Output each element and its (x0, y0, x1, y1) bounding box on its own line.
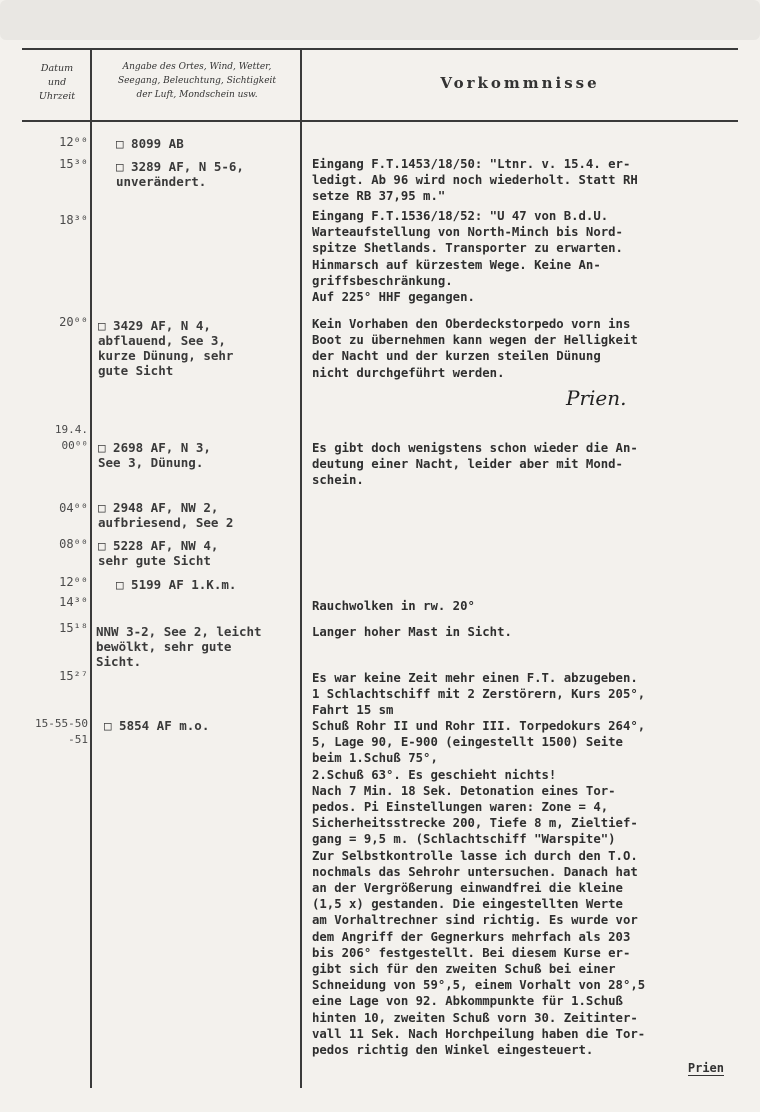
header-time: Datum und Uhrzeit (38, 63, 76, 102)
row-time: 18³⁰ (59, 213, 88, 227)
row-event: Kein Vorhaben den Oberdeckstorpedo vorn ins Boot zu übernehmen kann wegen der Helligkeit der Nacht und der kurzen steilen Dünung nicht durchgeführt werden. (312, 317, 638, 380)
row-event: Eingang F.T.1453/18/50: "Ltnr. v. 15.4. er- ledigt. Ab 96 wird noch wiederholt. Statt RH setze RB 37,95 m." (312, 157, 638, 204)
row-time: 04⁰⁰ (59, 501, 88, 515)
header-events: Vorkommnisse (440, 74, 600, 92)
row-event: Langer hoher Mast in Sicht. (312, 625, 512, 639)
row-location: □ 3429 AF, N 4, abflauend, See 3, kurze Dünung, sehr gute Sicht (98, 318, 234, 378)
row-event: Schuß Rohr II und Rohr III. Torpedokurs 264°, 5, Lage 90, E-900 (eingestellt 1500) Seite beim 1.Schuß 75°, 2.Schuß 63°. Es geschieht nichts! Nach 7 Min. 18 Sek. Detonation eines Tor- pedos. Pi Einstellungen waren: Zone = 4, Sicherheitsstrecke 200, Tiefe 8 m, Zieltief- gang = 9,5 m. (Schlachtschiff "Warspite") Zur Selbstkontrolle lasse ich durch den T.O. nochmals das Sehrohr untersuchen. Danach hat an der Vergrößerung einwandfrei die kleine (1,5 x) gestanden. Die eingestellten Werte am Vorhaltrechner sind richtig. Es wurde vor dem Angriff der Gegnerkurs mehrfach als 203 bis 206° festgestellt. Bei diesem Kurse er- gibt sich für den zweiten Schuß bei einer Schneidung von 59°,5, einem Vorhalt von 28°,5 eine Lage von 92. Abkommpunkte für 1.Schuß hinten 10, zweiten Schuß vorn 30. Zeitinter- vall 11 Sek. Nach Horchpeilung haben die Tor- pedos richtig den Winkel eingesteuert. (312, 719, 646, 1058)
row-location: □ 3289 AF, N 5-6, unverändert. (116, 159, 244, 189)
row-location: □ 2948 AF, NW 2, aufbriesend, See 2 (98, 500, 234, 530)
row-event: Eingang F.T.1536/18/52: "U 47 von B.d.U. Warteaufstellung von North-Minch bis Nord- spitze Shetlands. Transporter zu erwarten. Hinmarsch auf kürzestem Wege. Keine An- griffsbeschränkung. Auf 225° HHF gegangen. (312, 209, 623, 305)
row-time: 20⁰⁰ (59, 315, 88, 329)
row-time: 15-55-50 -51 (35, 717, 88, 746)
row-location: NNW 3-2, See 2, leicht bewölkt, sehr gute Sicht. (96, 624, 262, 669)
row-time: 15¹⁸ (59, 621, 88, 635)
row-location: □ 8099 AB (116, 136, 184, 151)
row-time: 19.4. 00⁰⁰ (54, 423, 88, 452)
signature-bottom: Prien (687, 1061, 724, 1075)
row-location: □ 5199 AF 1.K.m. (116, 577, 237, 592)
header-location: Angabe des Ortes, Wind, Wetter, Seegang, Beleuchtung, Sichtigkeit der Luft, Mondschein usw. (117, 62, 277, 100)
row-time: 12⁰⁰ (59, 575, 88, 589)
row-event: Es war keine Zeit mehr einen F.T. abzugeben. 1 Schlachtschiff mit 2 Zerstörern, Kurs 205°, Fahrt 15 sm (312, 671, 646, 718)
row-event: Rauchwolken in rw. 20° (312, 599, 475, 613)
row-time: 14³⁰ (59, 595, 88, 609)
scan-shadow (0, 0, 760, 40)
column-divider-1 (90, 48, 92, 1088)
row-location: □ 5854 AF m.o. (104, 718, 210, 733)
signature-mid: Prien. (566, 386, 627, 410)
row-time: 15³⁰ (59, 157, 88, 171)
column-divider-2 (300, 48, 302, 1088)
row-location: □ 2698 AF, N 3, See 3, Dünung. (98, 440, 211, 470)
row-time: 15²⁷ (59, 669, 88, 683)
row-time: 12⁰⁰ (59, 135, 88, 149)
row-location: □ 5228 AF, NW 4, sehr gute Sicht (98, 538, 219, 568)
header-top-rule (22, 48, 738, 50)
row-time: 08⁰⁰ (59, 537, 88, 551)
row-event: Es gibt doch wenigstens schon wieder die An- deutung einer Nacht, leider aber mit Mond- schein. (312, 441, 638, 488)
header-bottom-rule (22, 120, 738, 122)
